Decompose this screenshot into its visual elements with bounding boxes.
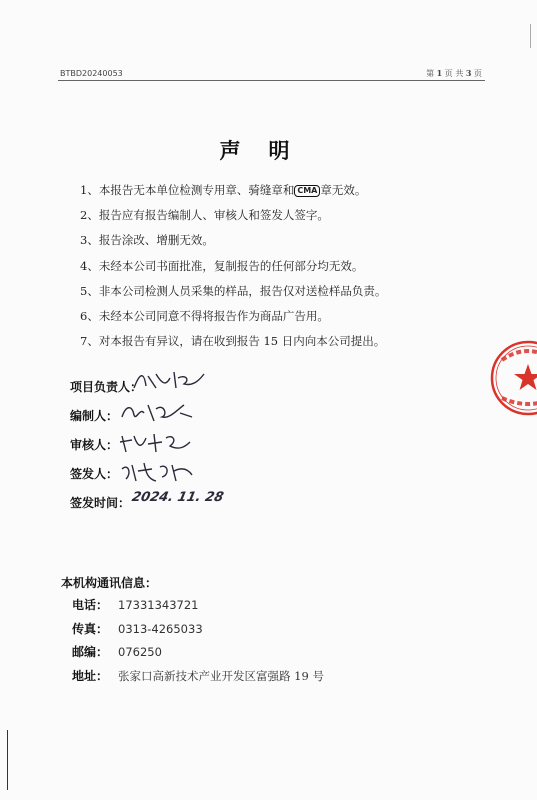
binding-edge-line [7,730,8,790]
report-number: BTBD20240053 [60,69,123,78]
page-edge-mark [524,24,531,48]
issuer-label: 签发人： [70,467,119,481]
fax-row [72,618,324,642]
official-seal-icon [488,338,537,418]
statement-item: 6、未经本公司同意不得将报告作为商品广告用。 [80,308,329,323]
statement-item: 5、非本公司检测人员采集的样品，报告仅对送检样品负责。 [80,283,387,298]
header-divider [58,80,485,81]
phone-row [72,594,324,618]
address-row [72,665,324,689]
phone-value: 17331343721 [118,598,199,612]
contact-title: 本机构通讯信息： [61,576,158,590]
editor-label: 编制人： [70,409,119,423]
issue-date-label: 签发时间： [70,496,131,510]
issuer-signature [118,459,198,485]
postcode-value: 076250 [118,645,162,659]
issue-date-handwritten: 2024. 11. 28 [130,490,225,505]
signature-block [70,378,225,523]
statement-list [80,178,500,354]
postcode-row [72,641,324,665]
fax-value: 0313-4265033 [118,621,203,636]
editor-signature [118,399,198,425]
statement-item: 4、未经本公司书面批准，复制报告的任何部分均无效。 [80,258,364,273]
reviewer-signature [118,430,198,456]
statement-item: 2、报告应有报告编制人、审核人和签发人签字。 [80,208,329,223]
phone-label: 电话： [72,598,109,612]
postcode-label: 邮编： [72,645,109,659]
reviewer-label: 审核人： [70,438,119,452]
contact-info [72,594,324,688]
issue-date-row [70,490,225,523]
page-title: 声明 [219,138,318,163]
cma-mark-icon: CMA [294,185,320,197]
issuer-row [70,465,142,494]
fax-label: 传真： [72,621,109,636]
page-indicator: 第 1 页 共 3 页 [426,68,482,78]
project-lead-label: 项目负责人： [70,380,143,394]
address-value: 张家口高新技术产业开发区富强路 19 号 [118,668,324,683]
statement-item: 7、对本报告有异议，请在收到报告 15 日内向本公司提出。 [80,334,386,349]
address-label: 地址： [72,668,109,683]
project-lead-signature [130,368,210,394]
statement-item: 3、报告涂改、增删无效。 [80,233,214,248]
statement-item: 1、本报告无本单位检测专用章、骑缝章和 CMA 章无效。 [80,183,367,197]
